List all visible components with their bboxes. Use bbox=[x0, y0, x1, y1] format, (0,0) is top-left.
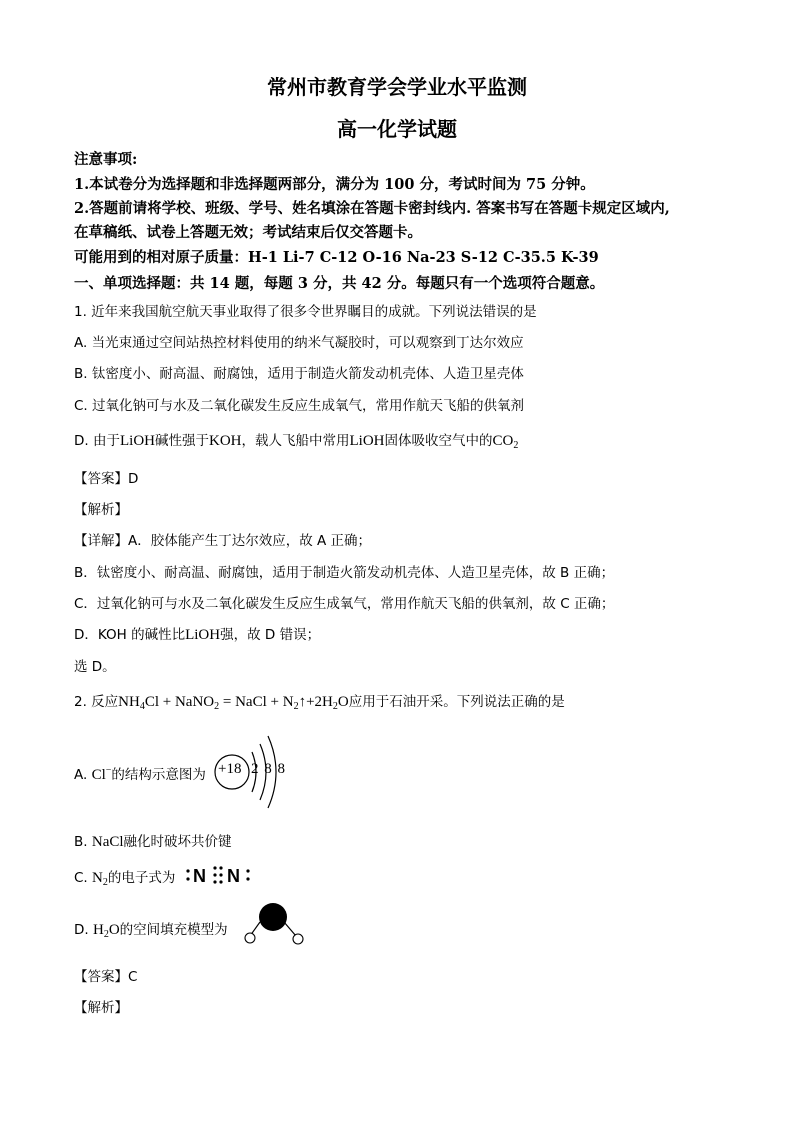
q1-analysis: 【解析】 bbox=[74, 502, 128, 518]
q1-option-c: C. 过氧化钠可与水及二氧化碳发生反应生成氧气，常用作航天飞船的供氧剂 bbox=[74, 398, 525, 414]
q1-detail-d: D．KOH 的碱性比LiOH强，故 D 错误； bbox=[74, 627, 321, 643]
lewis-n-right: N bbox=[227, 866, 240, 886]
q1-option-d bbox=[74, 429, 518, 450]
q1-option-b: B. 钛密度小、耐高温、耐腐蚀，适用于制造火箭发动机壳体、人造卫星壳体 bbox=[74, 366, 524, 382]
notes-line-1: 1.本试卷分为选择题和非选择题两部分，满分为 100 分，考试时间为 75 分钟。 bbox=[74, 176, 595, 193]
notes-line-3: 在草稿纸、试卷上答题无效；考试结束后仅交答题卡。 bbox=[74, 224, 422, 241]
formula-lioh: LiOH bbox=[119, 433, 155, 449]
formula-co2: $CO_2$ bbox=[492, 433, 519, 451]
lewis-n-left: N bbox=[193, 866, 206, 886]
atomic-mass-line: 可能用到的相对原子质量：H-1 Li-7 C-12 O-16 Na-23 S-12 C-35.5 K-39 bbox=[74, 249, 599, 266]
q2-analysis: 【解析】 bbox=[74, 1000, 128, 1016]
notes-line-2: 2.答题前请将学校、班级、学号、姓名填涂在答题卡密封线内. 答案书写在答题卡规定区域内, bbox=[74, 200, 670, 217]
reaction-equation: $NH_4Cl$ + NaNO$_2$ = NaCl + $N_2↑+2H_2O$ bbox=[118, 694, 349, 712]
chloride-ion: Cl− bbox=[91, 765, 112, 783]
q1-option-d-prefix: D. 由于 bbox=[74, 433, 120, 449]
paper-subtitle: 高一化学试题 bbox=[337, 117, 457, 141]
formula-koh: KOH bbox=[208, 433, 242, 449]
q2-option-d: D. $H_2O$的空间填充模型为 bbox=[74, 922, 228, 940]
q1-detail-a: 【详解】A．胶体能产生丁达尔效应，故 A 正确； bbox=[74, 533, 372, 549]
q1-answer: 【答案】D bbox=[74, 471, 139, 487]
q1-detail-b: B．钛密度小、耐高温、耐腐蚀，适用于制造火箭发动机壳体、人造卫星壳体，故 B 正确； bbox=[74, 565, 615, 581]
q1-option-d-mid3: 固体吸收空气中的 bbox=[384, 433, 493, 449]
q2-option-a: A. Cl−的结构示意图为 bbox=[74, 765, 206, 783]
q1-stem: 1. 近年来我国航空航天事业取得了很多令世界瞩目的成就。下列说法错误的是 bbox=[74, 304, 537, 320]
electron-shells: 2 8 8 bbox=[251, 761, 286, 777]
q1-choose: 选 D。 bbox=[74, 659, 116, 675]
formula-lioh-2: LiOH bbox=[349, 433, 385, 449]
q2-answer: 【答案】C bbox=[74, 969, 138, 985]
q1-option-d-mid2: ，载人飞船中常用 bbox=[241, 433, 350, 449]
lewis-structure-n2 bbox=[184, 862, 256, 888]
q1-option-d-mid1: 碱性强于 bbox=[154, 433, 209, 449]
q2-stem: 2. 反应$NH_4Cl$ + NaNO$_2$ = NaCl + $N_2↑+2H_2O$应用于石油开采。下列说法正确的是 bbox=[74, 694, 565, 712]
paper-title: 常州市教育学会学业水平监测 bbox=[267, 75, 527, 99]
q2-option-b: B. NaCl融化时破坏共价键 bbox=[74, 834, 232, 850]
q2-option-c: C. $N_2$的电子式为 bbox=[74, 870, 176, 888]
section-heading: 一、单项选择题：共 14 题，每题 3 分，共 42 分。每题只有一个选项符合题意。 bbox=[74, 275, 605, 292]
space-filling-model-h2o bbox=[238, 900, 310, 950]
q1-detail-c: C．过氧化钠可与水及二氧化碳发生反应生成氧气，常用作航天飞船的供氧剂，故 C 正确； bbox=[74, 596, 615, 612]
nucleus-charge: +18 bbox=[218, 761, 242, 777]
notes-heading: 注意事项: bbox=[74, 151, 138, 168]
q1-option-a: A. 当光束通过空间站热控材料使用的纳米气凝胶时，可以观察到丁达尔效应 bbox=[74, 335, 524, 351]
